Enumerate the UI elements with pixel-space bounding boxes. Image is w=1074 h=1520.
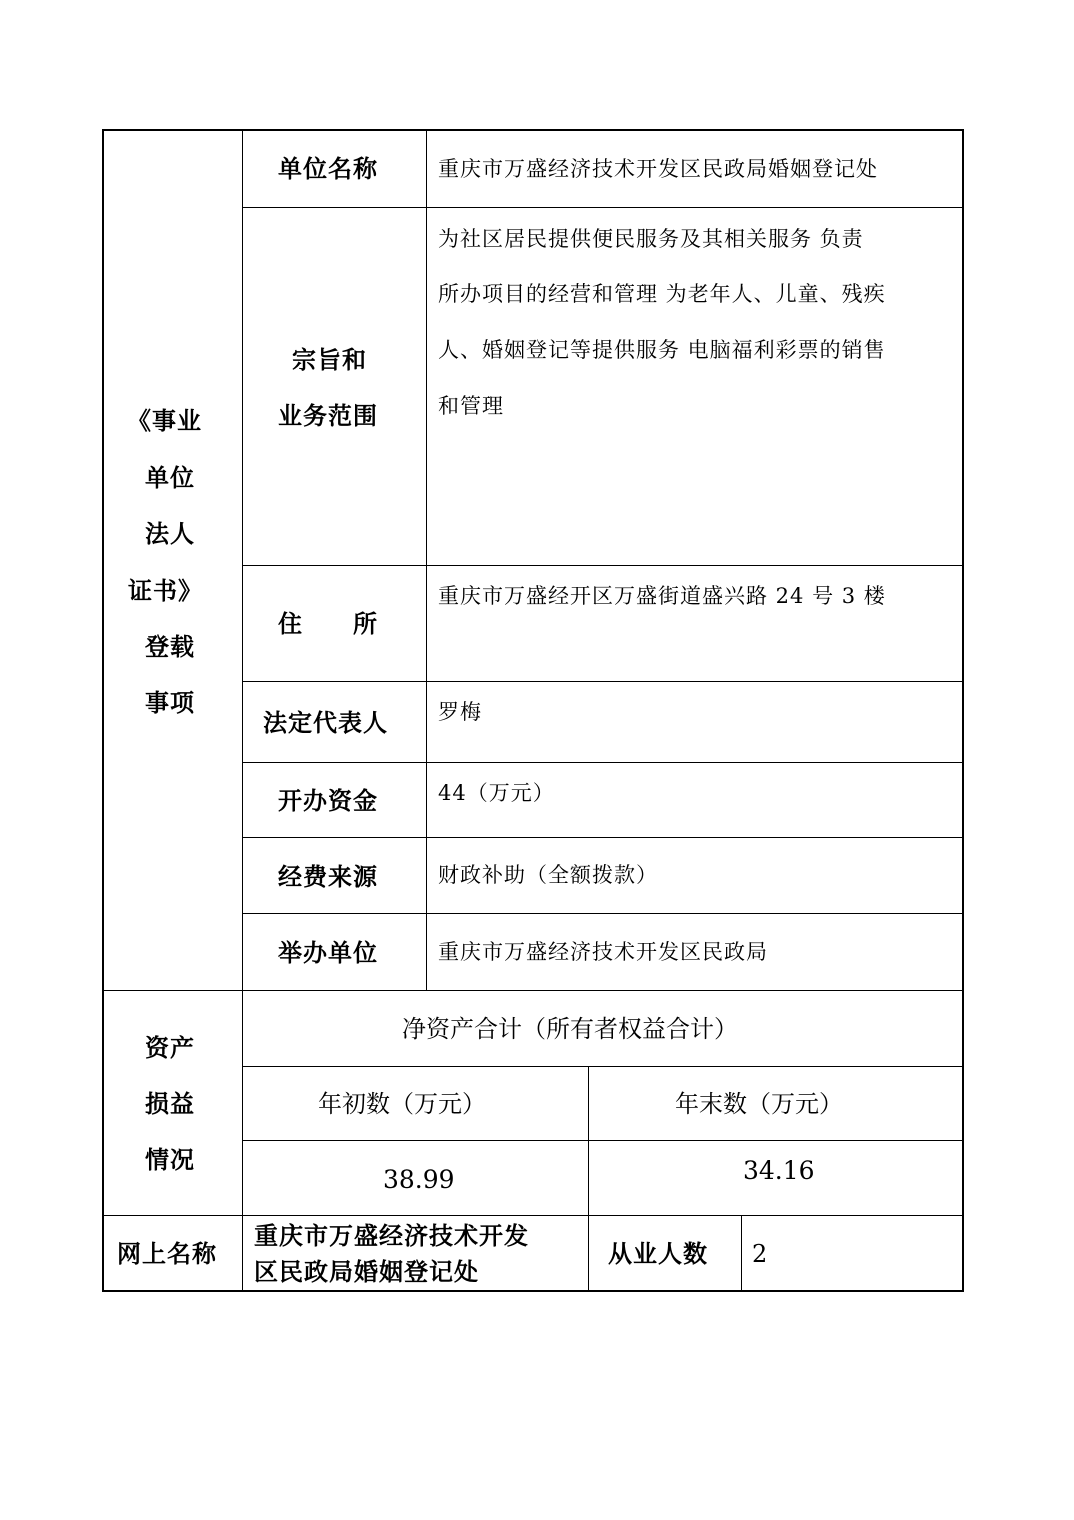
divider-col-3 bbox=[588, 1066, 589, 1292]
divider-row-10 bbox=[102, 1215, 963, 1216]
divider-row-6 bbox=[242, 913, 963, 914]
address-label: 住 所 bbox=[278, 609, 378, 638]
unit-name-label: 单位名称 bbox=[278, 154, 378, 183]
unit-name-value: 重庆市万盛经济技术开发区民政局婚姻登记处 bbox=[438, 157, 878, 181]
divider-col-4 bbox=[741, 1215, 742, 1292]
assets-label-line-1: 资产 bbox=[145, 1033, 195, 1062]
registration-label-line-3: 法人 bbox=[145, 519, 195, 548]
divider-row-3 bbox=[242, 681, 963, 682]
registration-label-line-5: 登载 bbox=[145, 632, 195, 661]
assets-label-line-3: 情况 bbox=[145, 1145, 195, 1174]
net-assets-header: 净资产合计（所有者权益合计） bbox=[402, 1015, 738, 1043]
end-of-year-label: 年末数（万元） bbox=[675, 1090, 843, 1118]
divider-col-2 bbox=[426, 129, 427, 991]
registration-label-line-4: 证书》 bbox=[128, 576, 203, 605]
divider-row-9 bbox=[242, 1140, 963, 1141]
divider-col-1 bbox=[242, 129, 243, 1292]
address-value: 重庆市万盛经开区万盛街道盛兴路 24 号 3 楼 bbox=[438, 584, 886, 608]
begin-of-year-label: 年初数（万元） bbox=[318, 1090, 486, 1118]
end-of-year-value: 34.16 bbox=[743, 1156, 815, 1185]
staff-count-label: 从业人数 bbox=[608, 1239, 708, 1268]
capital-label: 开办资金 bbox=[278, 786, 378, 815]
assets-label-line-2: 损益 bbox=[145, 1089, 195, 1118]
divider-row-7 bbox=[102, 990, 963, 991]
begin-of-year-value: 38.99 bbox=[383, 1165, 455, 1194]
divider-row-1 bbox=[242, 207, 963, 208]
divider-row-2 bbox=[242, 565, 963, 566]
purpose-value-line-4: 和管理 bbox=[438, 394, 504, 418]
purpose-label-line-1: 宗旨和 bbox=[292, 345, 367, 374]
divider-row-4 bbox=[242, 762, 963, 763]
table-border-bottom bbox=[102, 1290, 964, 1292]
table-border-right bbox=[962, 129, 964, 1292]
purpose-value-line-3: 人、婚姻登记等提供服务 电脑福利彩票的销售 bbox=[438, 338, 886, 362]
sponsor-value: 重庆市万盛经济技术开发区民政局 bbox=[438, 940, 768, 964]
table-border-top bbox=[102, 129, 964, 131]
purpose-label-line-2: 业务范围 bbox=[278, 401, 378, 430]
registration-label-line-1: 《事业 bbox=[127, 406, 202, 435]
registration-label-line-2: 单位 bbox=[145, 463, 195, 492]
registration-label-line-6: 事项 bbox=[145, 688, 195, 717]
capital-value: 44（万元） bbox=[438, 781, 555, 805]
funding-value: 财政补助（全额拨款） bbox=[438, 863, 658, 887]
legal-rep-label: 法定代表人 bbox=[263, 708, 388, 737]
funding-label: 经费来源 bbox=[278, 862, 378, 891]
table-border-left bbox=[102, 129, 104, 1292]
staff-count-value: 2 bbox=[752, 1240, 768, 1268]
sponsor-label: 举办单位 bbox=[278, 938, 378, 967]
purpose-value-line-1: 为社区居民提供便民服务及其相关服务 负责 bbox=[438, 227, 864, 251]
online-name-value-line-2: 区民政局婚姻登记处 bbox=[254, 1257, 479, 1286]
online-name-label: 网上名称 bbox=[117, 1239, 217, 1268]
legal-rep-value: 罗梅 bbox=[438, 700, 482, 724]
online-name-value-line-1: 重庆市万盛经济技术开发 bbox=[254, 1221, 529, 1250]
divider-row-5 bbox=[242, 837, 963, 838]
purpose-value-line-2: 所办项目的经营和管理 为老年人、儿童、残疾 bbox=[438, 282, 886, 306]
divider-row-8 bbox=[242, 1066, 963, 1067]
